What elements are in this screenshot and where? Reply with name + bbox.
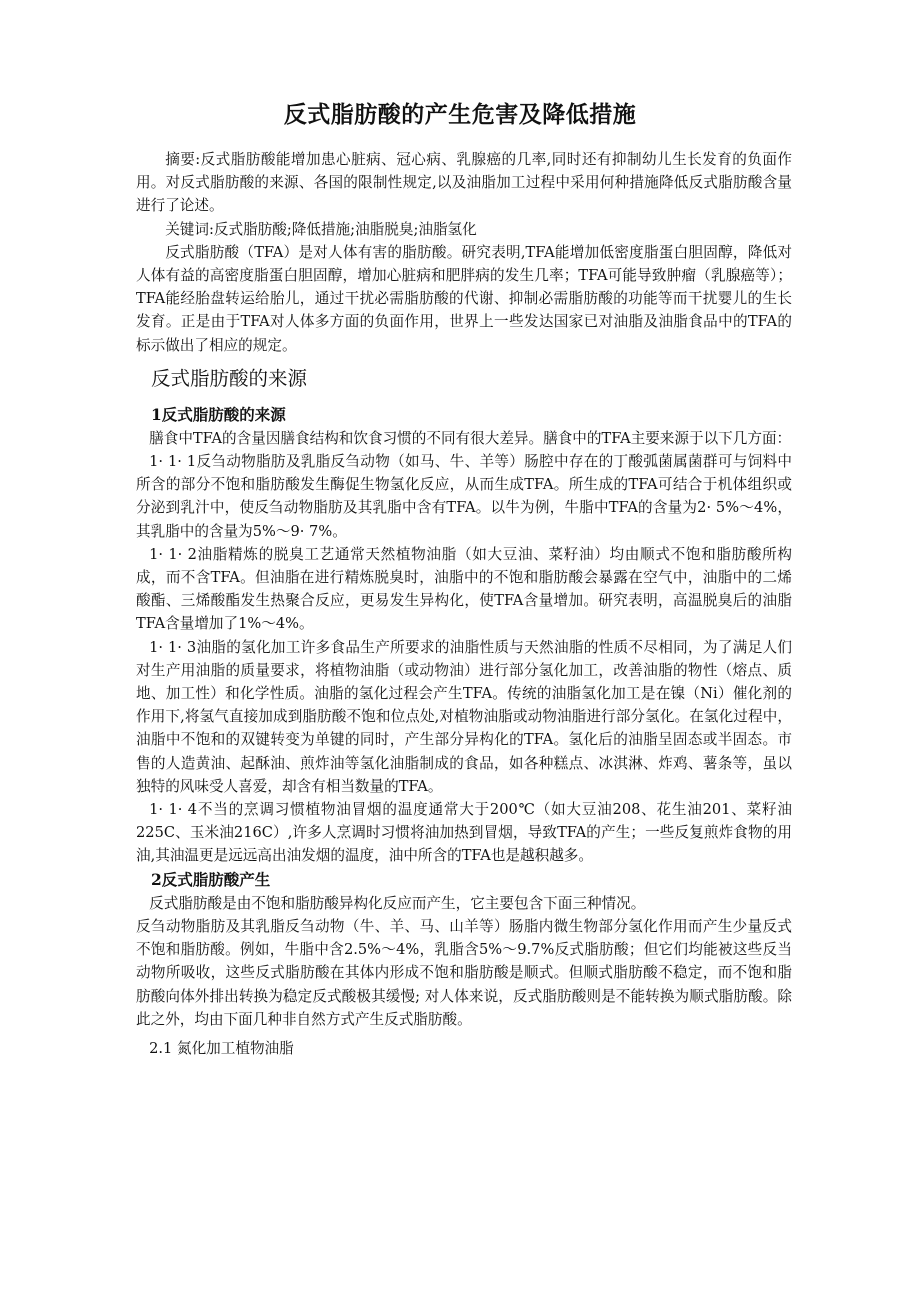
paragraph-1-1-1: 1· 1· 1反刍动物脂肪及乳脂反刍动物（如马、牛、羊等）肠腔中存在的丁酸弧菌属菌群可与饲料中所含的部分不饱和脂肪酸发生酶促生物氢化反应，从而生成TFA。所生成的TFA可结合于机体组织或分泌到乳汁中，使反刍动物脂肪及其乳脂中含有TFA。以牛为例，牛脂中TFA的含量为2· 5%〜4%，其乳脂中的含量为5%〜9· 7%。: [136, 453, 792, 540]
document-body: [136, 148, 792, 1060]
keywords-paragraph: 关键词:反式脂肪酸;降低措施;油脂脱臭;油脂氢化: [165, 220, 477, 238]
subsection-2-heading: 2反式脂肪酸产生: [151, 869, 271, 889]
intro-paragraph: 反式脂肪酸（TFA）是对人体有害的脂肪酸。研究表明,TFA能增加低密度脂蛋白胆固醇，降低对人体有益的高密度脂蛋白胆固醇，增加心脏病和肥胖病的发生几率；TFA可能导致肿瘤（乳腺癌等）；TFA能经胎盘转运给胎儿，通过干扰必需脂肪酸的代谢、抑制必需脂肪酸的功能等而干扰婴儿的生长发育。正是由于TFA对人体多方面的负面作用，世界上一些发达国家已对油脂及油脂食品中的TFA的标示做出了相应的规定。: [136, 243, 792, 354]
subsection-1-heading: 1反式脂肪酸的来源: [151, 404, 286, 424]
document-title: 反式脂肪酸的产生危害及降低措施: [283, 102, 637, 128]
paragraph-1-1-4: 1· 1· 4不当的烹调习惯植物油冒烟的温度通常大于200℃（如大豆油208、花生油201、菜籽油225C、玉米油216C）,许多人烹调时习惯将油加热到冒烟，导致TFA的产生；一些反复煎炸食物的用油,其油温更是远远高出油发烟的温度，油中所含的TFA也是越积越多。: [136, 801, 792, 865]
subsection-2-intro: 反式脂肪酸是由不饱和脂肪酸异构化反应而产生，它主要包含下面三种情况。: [149, 894, 646, 912]
abstract-paragraph: 摘要:反式脂肪酸能增加患心脏病、冠心病、乳腺癌的几率,同时还有抑制幼儿生长发育的负面作用。对反式脂肪酸的来源、各国的限制性规定,以及油脂加工过程中采用何种措施降低反式脂肪酸含量进行了论述。: [136, 151, 792, 215]
paragraph-1-1-3: 1· 1· 3油脂的氢化加工许多食品生产所要求的油脂性质与天然油脂的性质不尽相同，为了满足人们对生产用油脂的质量要求，将植物油脂（或动物油）进行部分氢化加工，改善油脂的物性（熔点、质地、加工性）和化学性质。油脂的氢化过程会产生TFA。传统的油脂氢化加工是在镍（Ni）催化剂的作用下,将氢气直接加成到脂肪酸不饱和位点处,对植物油脂或动物油脂进行部分氢化。在氢化过程中，油脂中不饱和的双键转变为单键的同时，产生部分异构化的TFA。氢化后的油脂呈固态或半固态。市售的人造黄油、起酥油、煎炸油等氢化油脂制成的食品，如各种糕点、冰淇淋、炸鸡、薯条等，虽以独特的风味受人喜爱，却含有相当数量的TFA。: [136, 638, 792, 795]
subsection-2-1-heading: 2.1 氮化加工植物油脂: [149, 1039, 294, 1057]
subsection-2-body: 反刍动物脂肪及其乳脂反刍动物（牛、羊、马、山羊等）肠脂内微生物部分氢化作用而产生少量反式不饱和脂肪酸。例如，牛脂中含2.5%〜4%，乳脂含5%〜9.7%反式脂肪酸；但它们均能被这些反当动物所吸收，这些反式脂肪酸在其体内形成不饱和脂肪酸是顺式。但顺式脂肪酸不稳定，而不饱和脂肪酸向体外排出转换为稳定反式酸极其缓慢; 对人体来说，反式脂肪酸则是不能转换为顺式脂肪酸。除此之外，均由下面几种非自然方式产生反式脂肪酸。: [136, 917, 792, 1028]
section-heading: 反式脂肪酸的来源: [151, 366, 308, 390]
paragraph-1-1-2: 1· 1· 2油脂精炼的脱臭工艺通常天然植物油脂（如大豆油、菜籽油）均由顺式不饱和脂肪酸所构成，而不含TFA。但油脂在进行精炼脱臭时，油脂中的不饱和脂肪酸会暴露在空气中，油脂中的二烯酸酯、三烯酸酯发生热聚合反应，更易发生异构化，使TFA含量增加。研究表明，高温脱臭后的油脂TFA含量增加了1%〜4%。: [136, 545, 792, 633]
subsection-1-intro: 膳食中TFA的含量因膳食结构和饮食习惯的不同有很大差异。膳食中的TFA主要来源于以下几方面：: [149, 429, 792, 447]
